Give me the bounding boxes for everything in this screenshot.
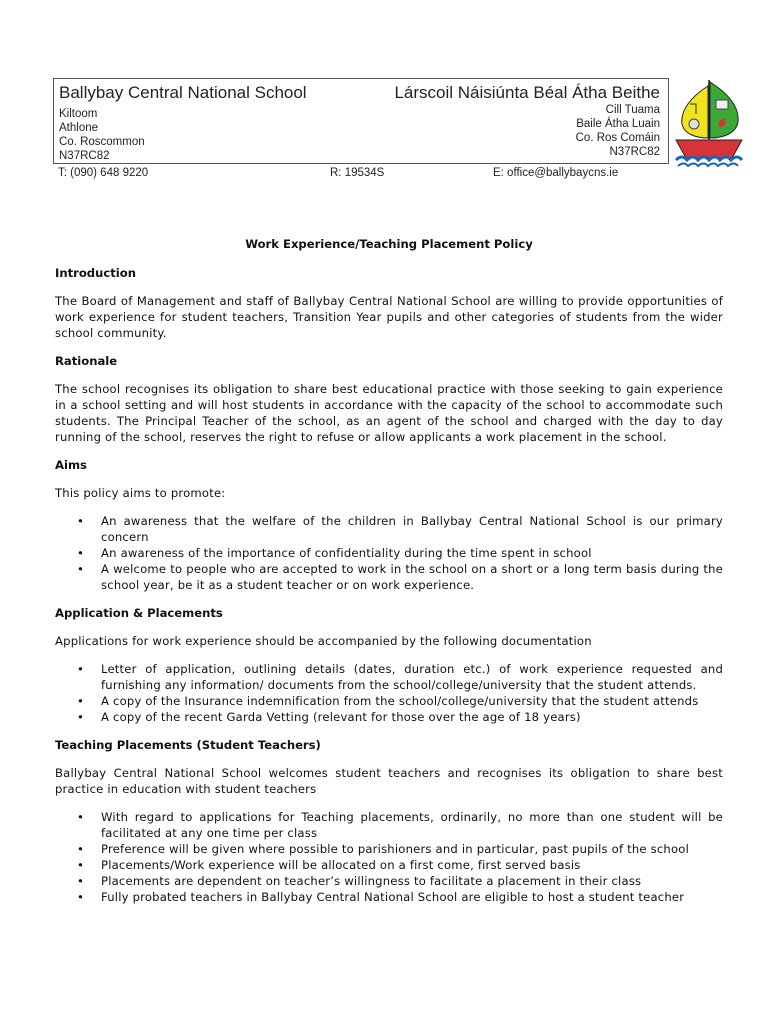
address-line: Co. Ros Comáin (575, 132, 660, 144)
paragraph: Ballybay Central National School welcomes student teachers and recognises its obligation to share best practice in education with student teachers (55, 766, 723, 796)
address-line: N37RC82 (609, 146, 660, 158)
policy-document (55, 236, 723, 917)
paragraph: The school recognises its obligation to share best educational practice with those seeking to gain experience in a school setting and will host students in accordance with the capacity of the school to accommodate such students. The Principal Teacher of the school, as an agent of the school and charged with the day to day running of the school, reserves the right to refuse or allow applicants a work placement in the school. (55, 382, 723, 444)
list-item: • An awareness that the welfare of the children in Ballybay Central National School is our primary concern (55, 513, 723, 545)
phone: T: (090) 648 9220 (58, 167, 149, 179)
paragraph: Applications for work experience should be accompanied by the following documentation (55, 634, 592, 648)
letterhead-box (53, 78, 669, 164)
email: E: office@ballybaycns.ie (493, 167, 619, 179)
section-heading: Rationale (55, 354, 118, 368)
address-line: Athlone (59, 122, 99, 134)
list-item: • Letter of application, outlining details (dates, duration etc.) of work experience requested and furnishing any information/ documents from the school/college/university that the student attends. (55, 661, 723, 693)
list-item: • A welcome to people who are accepted to work in the school on a short or a long term basis during the school year, be it as a student teacher or on work experience. (55, 561, 723, 593)
address-irish (576, 103, 660, 159)
school-name-irish: Lárscoil Náisiúnta Béal Átha Beithe (394, 83, 660, 102)
section-heading: Aims (55, 458, 87, 472)
address-line: Baile Átha Luain (576, 118, 660, 130)
address-line: N37RC82 (59, 150, 110, 162)
document-title: Work Experience/Teaching Placement Policy (245, 237, 533, 251)
school-name-english: Ballybay Central National School (59, 83, 307, 102)
school-crest-logo (674, 78, 744, 170)
roll-number: R: 19534S (330, 167, 385, 179)
section-heading: Application & Placements (55, 606, 223, 620)
list-item: • Preference will be given where possible to parishioners and in particular, past pupils of the school (55, 841, 723, 857)
paragraph: The Board of Management and staff of Ballybay Central National School are willing to provide opportunities of work experience for student teachers, Transition Year pupils and other categories of students from the wider school community. (55, 294, 723, 340)
bullet-list (55, 661, 723, 725)
list-item: • With regard to applications for Teaching placements, ordinarily, no more than one student will be facilitated at any one time per class (55, 809, 723, 841)
section-heading: Introduction (55, 266, 136, 280)
section-heading: Teaching Placements (Student Teachers) (55, 738, 321, 752)
address-line: Cill Tuama (605, 104, 660, 116)
list-item: • A copy of the recent Garda Vetting (relevant for those over the age of 18 years) (55, 709, 723, 725)
list-item: • Placements are dependent on teacher’s willingness to facilitate a placement in their class (55, 873, 723, 889)
list-item: • An awareness of the importance of confidentiality during the time spent in school (55, 545, 723, 561)
address-line: Kiltoom (59, 108, 98, 120)
paragraph: This policy aims to promote: (55, 486, 226, 500)
list-item: • Placements/Work experience will be allocated on a first come, first served basis (55, 857, 723, 873)
list-item: • Fully probated teachers in Ballybay Central National School are eligible to host a student teacher (55, 889, 723, 905)
list-item: • A copy of the Insurance indemnification from the school/college/university that the student attends (55, 693, 723, 709)
bullet-list (55, 809, 723, 905)
address-english (59, 107, 145, 163)
bullet-list (55, 513, 723, 593)
address-line: Co. Roscommon (59, 136, 145, 148)
